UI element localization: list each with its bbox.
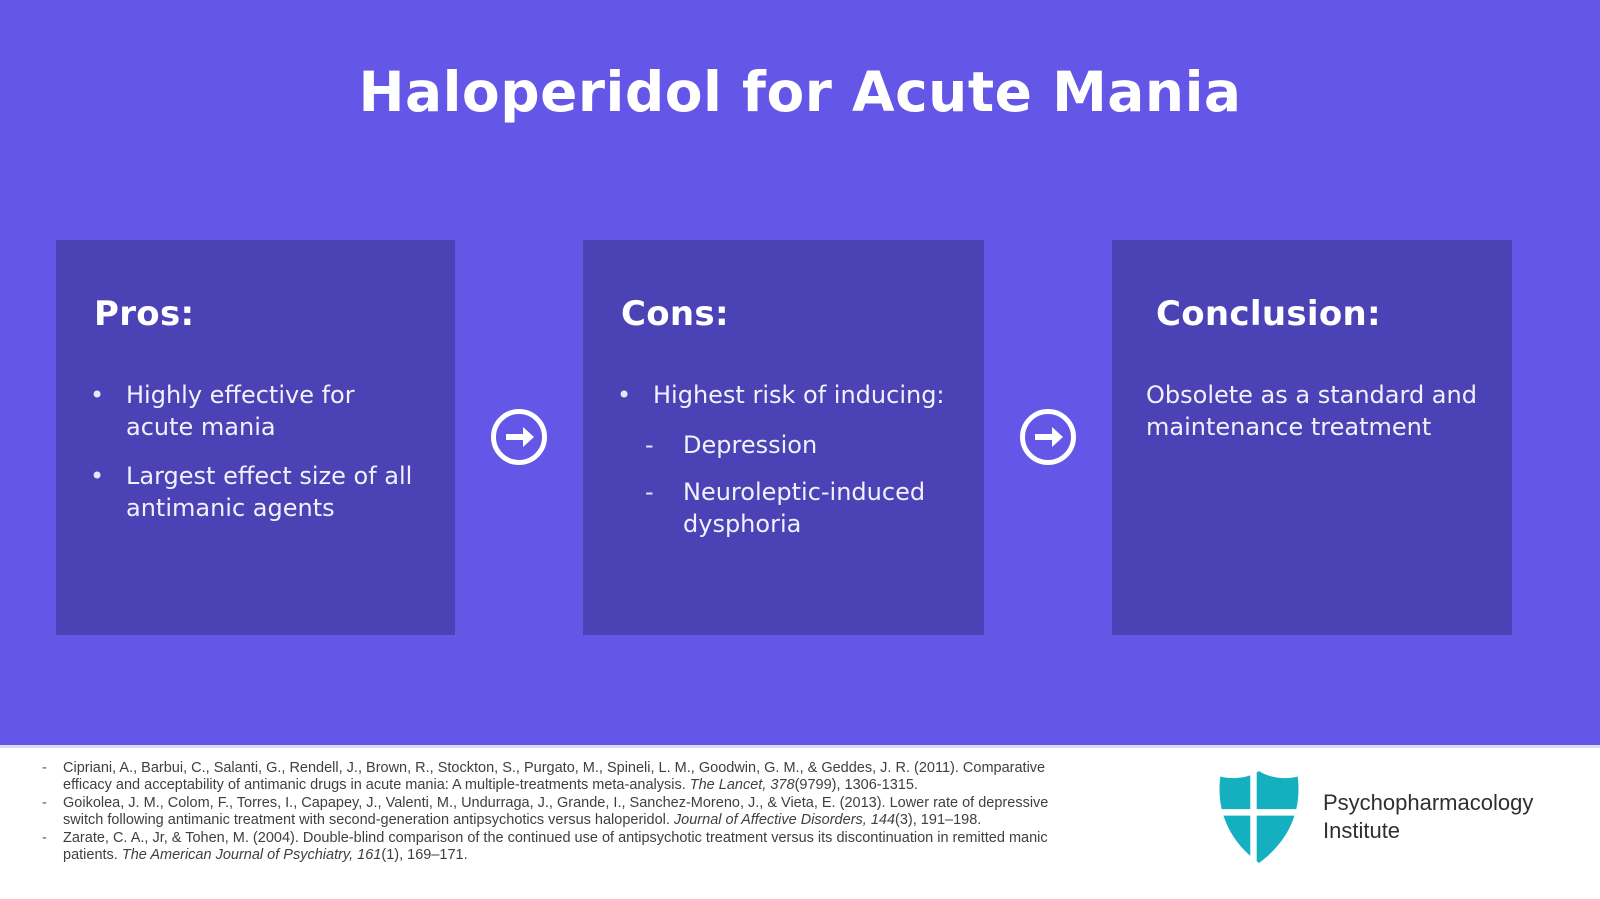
cons-sub-item-1: Depression — [683, 430, 818, 459]
reference-text: Cipriani, A., Barbui, C., Salanti, G., Rendell, J., Brown, R., Stockton, S., Purgato, M., Spineli, L. M., Goodwin, G. M., & Geddes, J. R. (2011). Comparative efficacy and acceptability of antimanic drugs in acute mania: A multiple-treatments meta-analysis. The Lancet, 378(9799), 1306-1315. — [63, 760, 1046, 794]
dash-icon: - — [645, 430, 654, 459]
page-title: Haloperidol for Acute Mania — [358, 60, 1242, 124]
bullet-icon: • — [617, 381, 632, 409]
pros-bullet-1: Highly effective for acute mania — [126, 381, 355, 441]
cons-bullet-1: Highest risk of inducing: — [653, 381, 945, 409]
references-list — [42, 760, 1072, 864]
cons-box — [583, 240, 984, 635]
arrow-right-icon — [1019, 408, 1077, 466]
list-item — [90, 461, 425, 524]
dash-icon: - — [42, 794, 47, 811]
pros-heading: Pros: — [94, 294, 195, 334]
list-item — [645, 477, 954, 540]
reference-text: Goikolea, J. M., Colom, F., Torres, I., Capapey, J., Valenti, M., Undurraga, J., Grande, I., Sanchez-Moreno, J., & Vieta, E. (2013). Lower rate of depressive switch following antimanic treatment with second-generation antipsychotics versus haloperidol. Journal of Affective Disorders, 144(3), 191–198. — [63, 794, 1049, 829]
dash-icon: - — [645, 478, 654, 507]
dash-icon: - — [42, 760, 47, 776]
reference-item — [42, 830, 1072, 865]
cons-sub-item-2: Neuroleptic-induced dysphoria — [683, 478, 926, 539]
logo-text — [1323, 789, 1533, 845]
list-item — [617, 380, 954, 412]
shield-icon — [1213, 769, 1305, 865]
dash-icon: - — [42, 829, 47, 846]
list-item — [90, 380, 425, 443]
bullet-icon: • — [90, 462, 105, 491]
logo-line1: Psychopharmacology — [1323, 790, 1534, 815]
conclusion-box — [1112, 240, 1512, 635]
conclusion-heading: Conclusion: — [1156, 294, 1381, 334]
logo-line2: Institute — [1323, 818, 1401, 843]
reference-text: Zarate, C. A., Jr, & Tohen, M. (2004). Double-blind comparison of the continued use of antipsychotic treatment versus its discontinuation in remitted manic patients. The American Journal of Psychiatry, 161(1), 169–171. — [63, 829, 1048, 864]
cons-heading: Cons: — [621, 294, 729, 334]
logo — [1213, 769, 1533, 865]
conclusion-text: Obsolete as a standard and maintenance treatment — [1146, 381, 1477, 441]
arrow-right-icon — [490, 408, 548, 466]
pros-bullet-2: Largest effect size of all antimanic agents — [126, 462, 413, 523]
list-item — [645, 430, 954, 462]
reference-item — [42, 795, 1072, 830]
bullet-icon: • — [90, 381, 105, 409]
pros-box — [56, 240, 455, 635]
footer — [0, 751, 1600, 899]
reference-item — [42, 760, 1072, 795]
